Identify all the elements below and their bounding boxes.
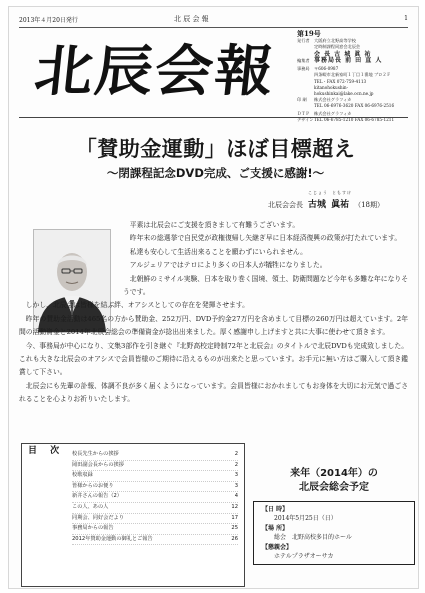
publisher-info-line: TEL・FAX 072-759-4113: [314, 78, 367, 84]
article-paragraph: しかし、北辰会は皆様を結ぶ絆、オアシスとしての存在を発揮させます。: [25, 301, 249, 310]
publisher-info-line: 四条畷市北新家町１丁目１番地 プロ２Ｆ: [314, 72, 391, 78]
newsletter-page: [8, 6, 419, 589]
byline-given-ruby: ともすけ: [332, 190, 353, 195]
toc-item: [72, 503, 238, 514]
issue-number: 第19号: [297, 29, 321, 38]
publisher-info-key: 印 刷: [297, 96, 307, 102]
toc-item-page: 25: [231, 525, 238, 532]
article-paragraph: 昨年の賛助金活動は465名の方から賛助金、252万円、DVD予約金27万円を含めまして目標の260万円は超えています。2年間の活動資金と2014年北辰会総会の準備資金が捻出出来ました。厚く感謝申し上げますと共に大事に使わせて頂きます。: [19, 314, 408, 337]
publisher-info-key: ＤＴＰ: [297, 111, 310, 117]
toc-list: [72, 450, 238, 545]
article-subheadline: ～閉課程記念DVD完成、ご支援に感謝!～: [106, 166, 325, 180]
byline-role: 北辰会会長: [268, 201, 304, 209]
publisher-info-line: 会 長 古 城 眞 祐: [314, 51, 372, 59]
issue-date: 2013年４月20日発行: [19, 17, 78, 24]
article-paragraph: アルジェリアではテロにより多くの日本人が犠牲になりました。: [129, 261, 327, 270]
toc-item-title: 同期会、同好会だより: [72, 514, 124, 521]
publisher-info-key: 事務局: [297, 66, 310, 72]
toc-item-page: 26: [231, 535, 238, 542]
publisher-info-row: [297, 58, 407, 64]
publisher-info-value: [314, 38, 407, 50]
article-paragraph: 私達も安心して生活出来ることを願わずにいられません。: [129, 247, 307, 256]
paper-name: 北 辰 会 報: [174, 15, 209, 23]
publisher-info-line: 株式会社グラフィカ: [314, 96, 352, 102]
meeting-detail-value: 総会 北野高校多目的ホール: [274, 534, 352, 542]
meeting-detail-label: 【懇親会】: [262, 543, 293, 551]
article-paragraph: 北辰会にも先輩の訃報、体調不良が多く届くようになっています。会員皆様におかれましてもお身体を大切にお元気で過ごされることを心よりお祈りいたします。: [19, 381, 408, 404]
meeting-detail-label: 【場 所】: [262, 524, 289, 532]
toc-item-title: 校長先生からの挨拶: [72, 451, 119, 457]
publisher-info-line: 事務局長 前 田 直 人: [314, 57, 383, 65]
toc-title: 目 次: [28, 446, 65, 456]
page-number: 1: [404, 15, 408, 22]
toc-item: [72, 492, 238, 503]
article-paragraph: 昨年末の総選挙で自民党が政権復帰し矢継ぎ早に日本経済復興の政策が打たれています。: [129, 234, 402, 243]
article-paragraph: 平素は北辰会にご支援を頂きまして有難うございます。: [129, 221, 300, 229]
toc-item: [72, 461, 238, 472]
publisher-info-row: [297, 38, 407, 50]
publisher-info-value: [314, 117, 407, 123]
toc-item: [72, 524, 238, 535]
article-paragraph: 今、事務局が中心になり、文集3部作を引き継ぐ『北野高校定時制72年と北辰会』のタイトルで北辰DVDも完成致しました。これも大きな北辰会のオアシスで会員皆様のご期待に沿えるものが出来たと思っています。お手元に無い方はご購入して頂き鑑賞して下さい。: [19, 341, 408, 377]
publisher-info-row: [297, 66, 407, 96]
toc-item: [72, 482, 238, 493]
toc-item-page: 3: [234, 472, 238, 479]
toc-item: [72, 514, 238, 525]
publisher-info-line: 〒606-0987: [314, 66, 339, 72]
publisher-info-line: TEL 06-6976-3620 FAX 06-6976-2516: [314, 102, 395, 108]
masthead-char: 会: [151, 38, 219, 104]
toc-item-title: 岡田副会長からの挨拶: [72, 461, 124, 468]
toc-item-page: 12: [231, 503, 238, 510]
publisher-info-line: 大阪府立北野高等学校: [314, 38, 356, 43]
publisher-info-value: [314, 58, 407, 64]
byline-given-name: ともすけ 眞祐: [331, 190, 353, 210]
toc-item: [72, 450, 238, 461]
publisher-info-line: TEL 06-6785-1210 FAX 06-6785-1211: [314, 117, 395, 123]
toc-item: [72, 535, 238, 546]
publisher-info-line: 定時制課程同窓会北辰会: [314, 44, 361, 50]
toc-item-page: 2: [234, 451, 238, 457]
meeting-title-line2: 北辰会総会予定: [299, 482, 369, 493]
article-body: [19, 219, 408, 407]
publisher-info-key: 発行者: [297, 38, 310, 43]
publisher-info-row: [297, 117, 407, 123]
masthead-char: 北: [31, 38, 99, 104]
publisher-info-value: [314, 66, 407, 96]
toc-item-page: 3: [234, 482, 238, 489]
masthead-char: 報: [211, 38, 279, 104]
article-byline: [268, 190, 384, 210]
header-divider: [19, 117, 408, 118]
toc-item-title: 2012年賛助金運動の御礼とご報告: [72, 535, 153, 542]
meeting-detail-value: ホテルプラザオーサカ: [274, 553, 334, 561]
article-headline: 「賛助金運動」ほぼ目標超え: [75, 137, 356, 161]
article-paragraph: 北朝鮮のミサイル実験、日本を取り巻く国境、領土、防衛問題など今年も多難な年になりそうです。: [123, 274, 408, 297]
publisher-info-line: kitanohokushin-hokushinkai@lake.ocn.ne.jp: [314, 84, 374, 96]
toc-item-title: 皆様からのお便り: [72, 482, 114, 489]
table-of-contents: [21, 443, 245, 587]
publisher-info-key: デザイン: [297, 117, 314, 123]
publisher-info-line: 株式会社グラフィカ: [314, 111, 352, 117]
toc-item-title: 校歌収録: [72, 472, 93, 479]
publisher-info-row: [297, 97, 407, 109]
masthead-title: [31, 35, 289, 107]
toc-item-title: 新井さんの報告（2）: [72, 493, 122, 500]
byline-family-name: こじょう 古城: [308, 190, 329, 210]
publisher-info: [297, 29, 407, 123]
publisher-info-key: 編集者: [297, 58, 310, 64]
meeting-title-line1: 来年（2014年）の: [290, 468, 378, 479]
toc-item: [72, 471, 238, 482]
byline-class: （18期）: [354, 201, 384, 209]
meeting-detail-value: 2014年5月25日（日）: [274, 515, 337, 523]
toc-item-title: この人、あの人: [72, 503, 109, 510]
toc-item-page: 4: [234, 493, 238, 500]
toc-item-page: 2: [234, 461, 238, 468]
publisher-info-value: [314, 97, 407, 109]
masthead-char: 辰: [91, 38, 159, 104]
meeting-notice: [253, 467, 415, 565]
meeting-details-box: [253, 501, 415, 565]
top-bar: [19, 13, 408, 28]
byline-family-ruby: こじょう: [308, 190, 329, 195]
meeting-detail-label: 【日 時】: [262, 506, 289, 513]
toc-item-title: 事務局からの報告: [72, 525, 114, 532]
toc-item-page: 17: [231, 514, 238, 521]
